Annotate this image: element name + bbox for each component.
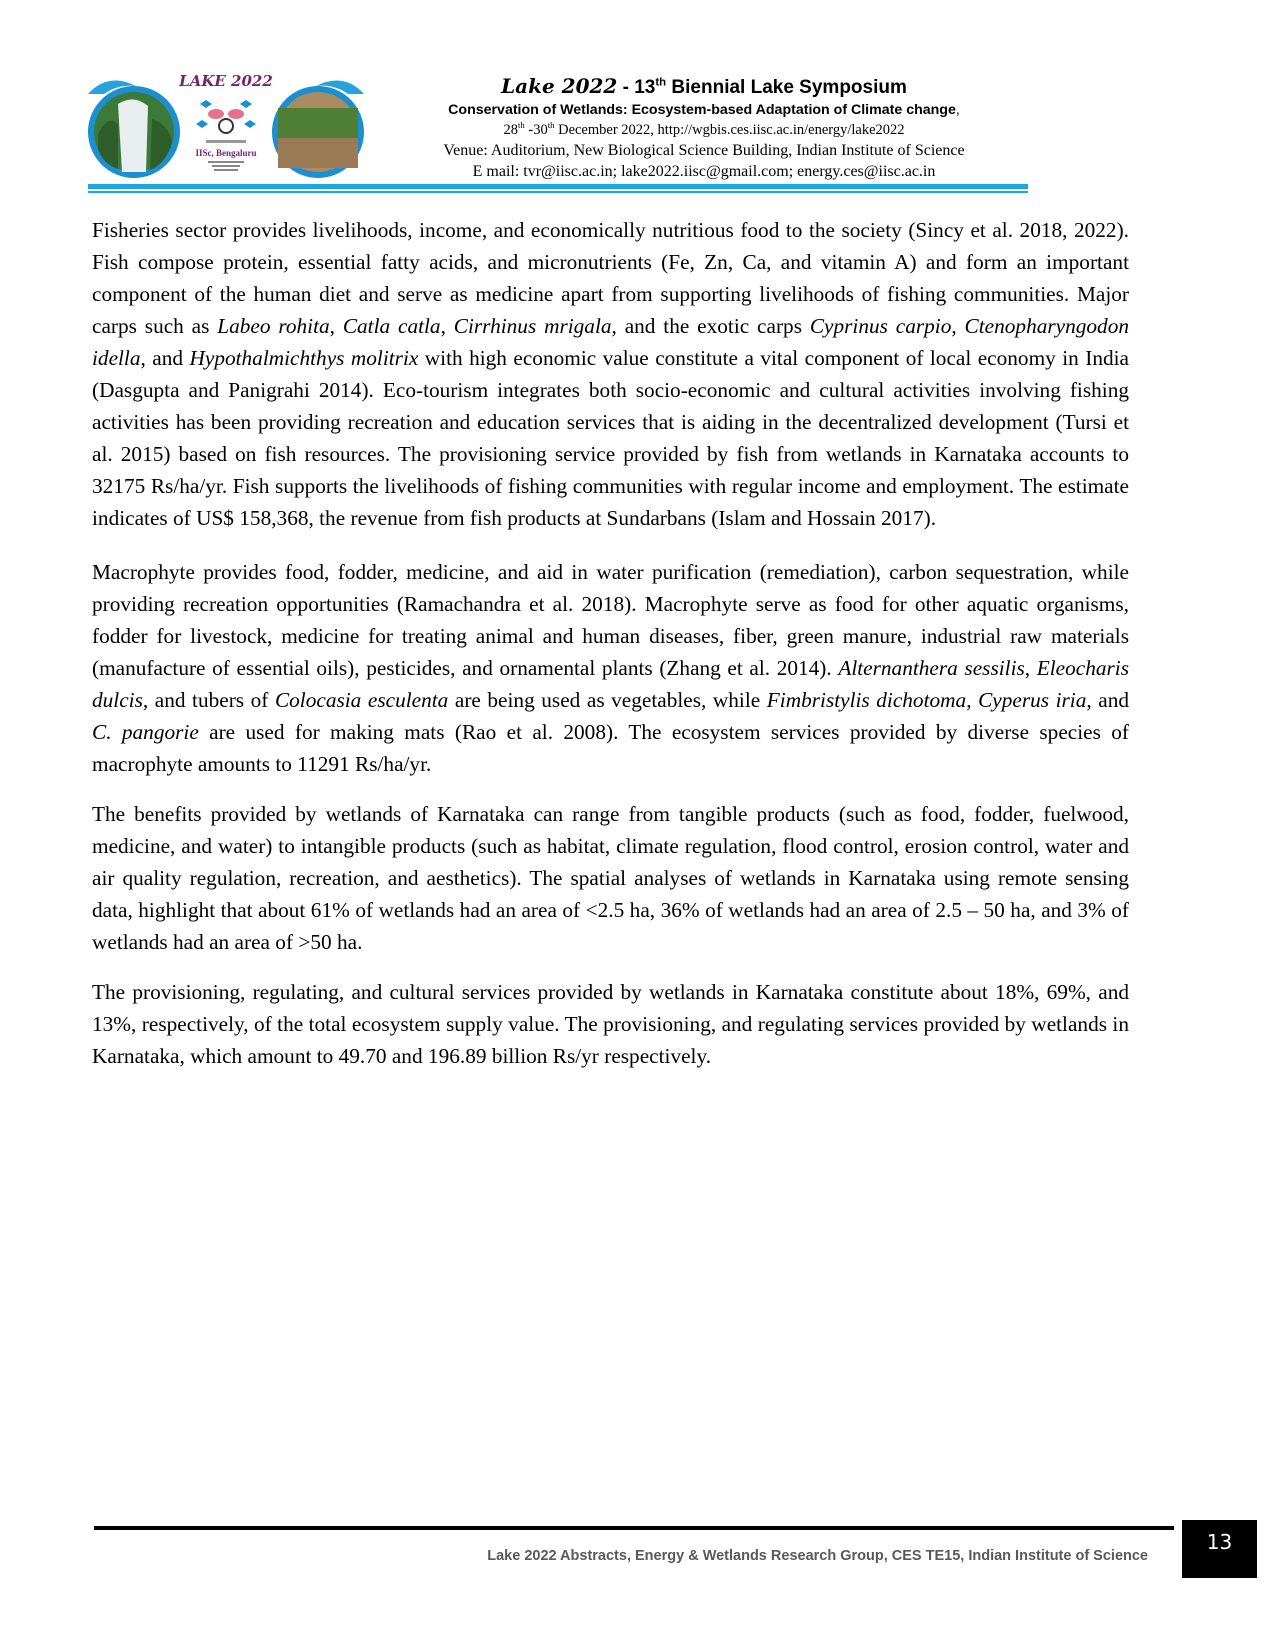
species-name: Catla catla	[342, 314, 441, 338]
header-divider-thin	[88, 191, 1028, 193]
footer-citation: Lake 2022 Abstracts, Energy & Wetlands Research Group, CES TE15, Indian Institute of Science	[487, 1548, 1148, 1564]
svg-text:IISc, Bengaluru: IISc, Bengaluru	[195, 148, 257, 158]
symposium-theme: Conservation of Wetlands: Ecosystem-based Adaptation of Climate change,	[448, 102, 960, 118]
symposium-title: Lake 2022 - 13th Biennial Lake Symposium	[501, 74, 907, 98]
species-name: Hypothalmichthys molitrix	[189, 346, 419, 370]
species-name: C. pangorie	[92, 720, 199, 744]
footer-divider	[94, 1526, 1174, 1530]
lake-2022-logo	[88, 64, 364, 184]
species-name: Eleocharis dulcis	[92, 656, 1129, 712]
species-name: Labeo rohita	[217, 314, 330, 338]
species-name: Cirrhinus mrigala	[453, 314, 612, 338]
header-divider-thick	[88, 184, 1028, 189]
page-number: 13	[1206, 1530, 1233, 1554]
species-name: Alternanthera sessilis	[838, 656, 1025, 680]
species-name: Colocasia esculenta	[274, 688, 449, 712]
logo-artwork-icon	[88, 64, 364, 184]
page-header	[88, 64, 1028, 194]
symposium-venue: Venue: Auditorium, New Biological Science Building, Indian Institute of Science	[443, 142, 965, 159]
paragraph-wetland-benefits: The benefits provided by wetlands of Karnataka can range from tangible products (such as food, fodder, fuelwood, medicine, and water) to intangible products (such as habitat, climate regulation, flood control, erosion control, water and air quality regulation, recreation, and aesthetics). The spatial analyses of wetlands in Karnataka using remote sensing data, highlight that about 61% of wetlands had an area of <2.5 ha, 36% of wetlands had an area of 2.5 – 50 ha, and 3% of wetlands had an area of >50 ha.	[92, 802, 1129, 954]
symposium-dates: 28th -30th December 2022, http://wgbis.ces.iisc.ac.in/energy/lake2022	[503, 120, 905, 138]
svg-text:LAKE 2022: LAKE 2022	[179, 72, 273, 90]
species-name: Cyprinus carpio	[809, 314, 952, 338]
species-name: Ctenopharyngodon idella	[92, 314, 1129, 370]
species-name: Fimbristylis dichotoma	[766, 688, 967, 712]
page-number-box	[1182, 1520, 1257, 1578]
species-name: Cyperus iria	[978, 688, 1087, 712]
paragraph-fisheries: Fisheries sector provides livelihoods, income, and economically nutritious food to the society (Sincy et al. 2018, 2022). Fish compose protein, essential fatty acids, and micronutrients (Fe, Zn, Ca, and vitamin A) and form an important component of the human diet and serve as medicine apart from supporting livelihoods of fishing communities. Major carps such as Labeo rohita, Catla catla, Cirrhinus mrigala, and the exotic carps Cyprinus carpio, Ctenopharyngodon idella, and Hypothalmichthys molitrix with high economic value constitute a vital component of local economy in India (Dasgupta and Panigrahi 2014). Eco-tourism integrates both socio-economic and cultural activities involving fishing activities has been providing recreation and education services that is aiding in the decentralized development (Tursi et al. 2015) based on fish resources. The provisioning service provided by fish from wetlands in Karnataka accounts to 32175 Rs/ha/yr. Fish supports the livelihoods of fishing communities with regular income and employment. The estimate indicates of US$ 158,368, the revenue from fish products at Sundarbans (Islam and Hossain 2017).	[92, 218, 1129, 530]
article-body	[92, 214, 1129, 1094]
contact-emails: E mail: tvr@iisc.ac.in; lake2022.iisc@gmail.com; energy.ces@iisc.ac.in	[472, 163, 936, 180]
symposium-info	[380, 74, 1028, 182]
paragraph-ecosystem-services: The provisioning, regulating, and cultural services provided by wetlands in Karnataka constitute about 18%, 69%, and 13%, respectively, of the total ecosystem supply value. The provisioning, and regulating services provided by wetlands in Karnataka, which amount to 49.70 and 196.89 billion Rs/yr respectively.	[92, 980, 1129, 1068]
paragraph-macrophyte: Macrophyte provides food, fodder, medicine, and aid in water purification (remediation), carbon sequestration, while providing recreation opportunities (Ramachandra et al. 2018). Macrophyte serve as food for other aquatic organisms, fodder for livestock, medicine for treating animal and human diseases, fiber, green manure, industrial raw materials (manufacture of essential oils), pesticides, and ornamental plants (Zhang et al. 2014). Alternanthera sessilis, Eleocharis dulcis, and tubers of Colocasia esculenta are being used as vegetables, while Fimbristylis dichotoma, Cyperus iria, and C. pangorie are used for making mats (Rao et al. 2008). The ecosystem services provided by diverse species of macrophyte amounts to 11291 Rs/ha/yr.	[92, 560, 1129, 776]
